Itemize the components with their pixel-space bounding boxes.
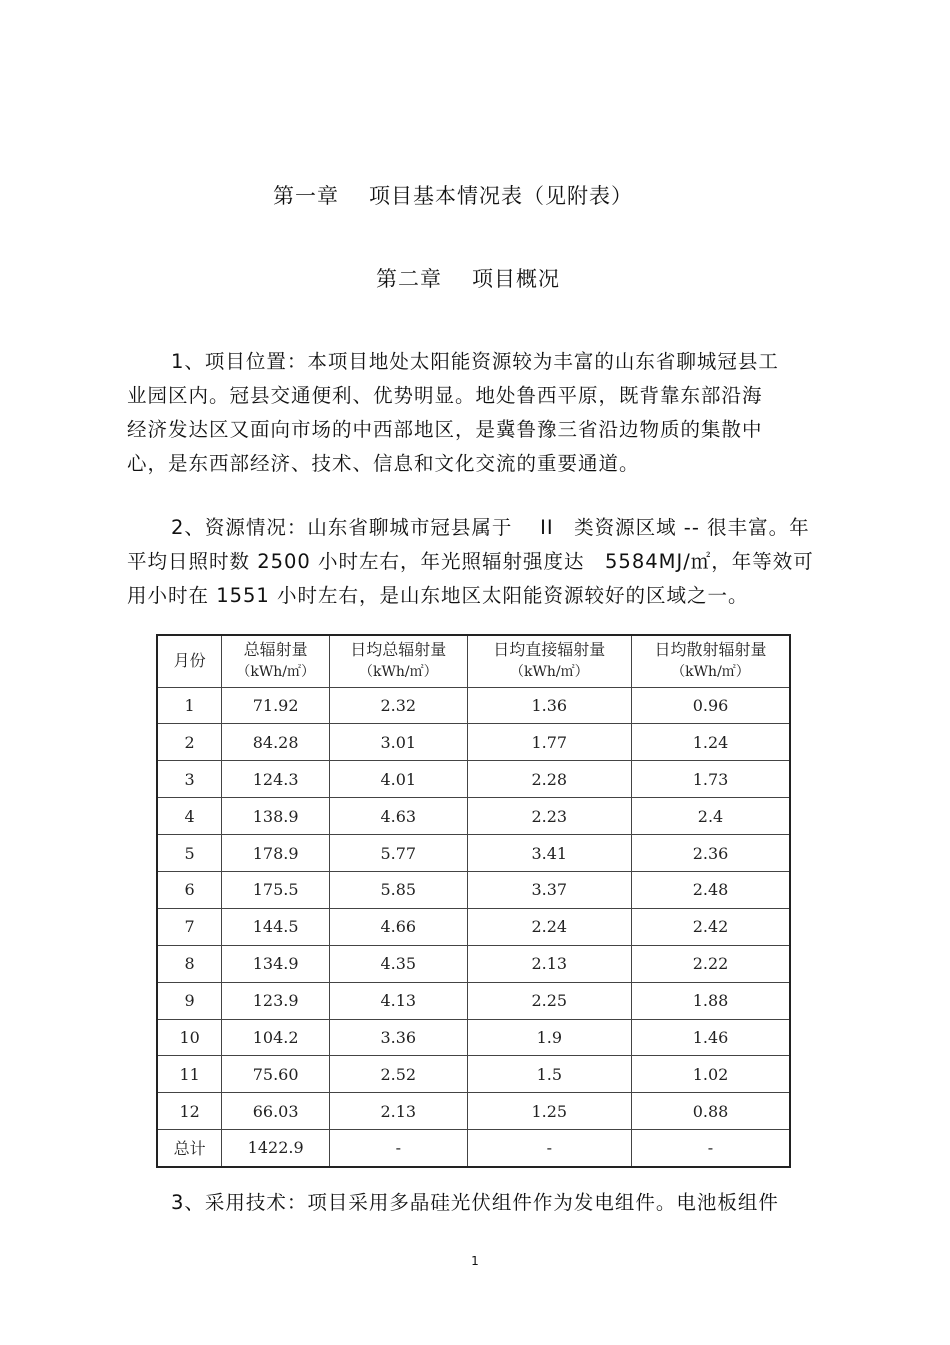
table-cell: 178.9 xyxy=(222,835,330,872)
table-cell: 9 xyxy=(157,982,222,1019)
table-cell: 4.01 xyxy=(330,761,468,798)
table-row xyxy=(157,982,790,1019)
table-cell: 1.73 xyxy=(632,761,791,798)
chapter-1-label: 第一章 xyxy=(273,184,339,208)
paragraph-line: 业园区内。冠县交通便利、优势明显。地处鲁西平原，既背靠东部沿海 xyxy=(127,384,763,407)
table-cell: 2.24 xyxy=(467,908,631,945)
table-cell: 66.03 xyxy=(222,1093,330,1130)
header-total-radiation: 总辐射量 （kWh/㎡） xyxy=(222,635,330,687)
table-cell: 4.35 xyxy=(330,945,468,982)
table-cell: 4.63 xyxy=(330,798,468,835)
table-cell: - xyxy=(330,1130,468,1167)
table-row xyxy=(157,798,790,835)
paragraph-line: 用小时在 1551 小时左右，是山东地区太阳能资源较好的区域之一。 xyxy=(127,584,749,607)
table-cell: 2.23 xyxy=(467,798,631,835)
header-daily-diffuse: 日均散射辐射量 （kWh/㎡） xyxy=(632,635,791,687)
table-cell: 7 xyxy=(157,908,222,945)
table-cell: 1.5 xyxy=(467,1056,631,1093)
table-header-row xyxy=(157,635,790,687)
table-row xyxy=(157,687,790,724)
paragraph-line: 2、资源情况：山东省聊城市冠县属于 II 类资源区域 -- 很丰富。年 xyxy=(171,516,810,539)
header-daily-total: 日均总辐射量 （kWh/㎡） xyxy=(330,635,468,687)
table-cell: 11 xyxy=(157,1056,222,1093)
table-cell: - xyxy=(632,1130,791,1167)
table-cell: - xyxy=(467,1130,631,1167)
table-cell: 3.41 xyxy=(467,835,631,872)
chapter-1-heading xyxy=(0,180,950,210)
table-cell: 124.3 xyxy=(222,761,330,798)
paragraph-location xyxy=(127,345,827,481)
table-cell: 104.2 xyxy=(222,1019,330,1056)
page-number: 1 xyxy=(471,1254,479,1268)
paragraph-resources xyxy=(127,511,827,613)
table-cell: 1.02 xyxy=(632,1056,791,1093)
table-cell: 1.36 xyxy=(467,687,631,724)
table-cell: 1.25 xyxy=(467,1093,631,1130)
table-cell: 2.36 xyxy=(632,835,791,872)
header-month: 月份 xyxy=(157,635,222,687)
table-cell: 2.32 xyxy=(330,687,468,724)
chapter-1-title: 项目基本情况表（见附表） xyxy=(369,184,633,208)
table-cell: 3.37 xyxy=(467,871,631,908)
table-row xyxy=(157,1019,790,1056)
table-cell: 144.5 xyxy=(222,908,330,945)
table-cell: 2.25 xyxy=(467,982,631,1019)
table-cell: 2.13 xyxy=(467,945,631,982)
table-cell: 138.9 xyxy=(222,798,330,835)
table-cell: 1.77 xyxy=(467,724,631,761)
paragraph-line: 平均日照时数 2500 小时左右，年光照辐射强度达 5584MJ/㎡，年等效可 xyxy=(127,550,814,573)
table-row xyxy=(157,724,790,761)
chapter-2-heading xyxy=(0,263,950,293)
chapter-2-title: 项目概况 xyxy=(472,267,560,291)
paragraph-line: 心，是东西部经济、技术、信息和文化交流的重要通道。 xyxy=(127,452,640,475)
table-row xyxy=(157,1130,790,1167)
table-cell: 2.13 xyxy=(330,1093,468,1130)
table-cell: 1 xyxy=(157,687,222,724)
table-cell: 2.42 xyxy=(632,908,791,945)
table-cell: 5.85 xyxy=(330,871,468,908)
header-daily-direct: 日均直接辐射量 （kWh/㎡） xyxy=(467,635,631,687)
table-cell: 0.88 xyxy=(632,1093,791,1130)
table-cell: 1422.9 xyxy=(222,1130,330,1167)
paragraph-line: 1、项目位置：本项目地处太阳能资源较为丰富的山东省聊城冠县工 xyxy=(171,350,779,373)
table-cell: 5.77 xyxy=(330,835,468,872)
paragraph-technology xyxy=(127,1186,827,1220)
radiation-table xyxy=(156,634,791,1168)
table-row xyxy=(157,761,790,798)
table-cell: 2 xyxy=(157,724,222,761)
table-cell: 123.9 xyxy=(222,982,330,1019)
paragraph-line: 3、采用技术：项目采用多晶硅光伏组件作为发电组件。电池板组件 xyxy=(171,1191,779,1214)
table-cell: 3.01 xyxy=(330,724,468,761)
table-row xyxy=(157,871,790,908)
table-cell: 2.48 xyxy=(632,871,791,908)
table-cell: 1.88 xyxy=(632,982,791,1019)
table-cell: 71.92 xyxy=(222,687,330,724)
table-cell: 2.28 xyxy=(467,761,631,798)
table-cell: 5 xyxy=(157,835,222,872)
table-cell: 4.13 xyxy=(330,982,468,1019)
table-cell: 2.52 xyxy=(330,1056,468,1093)
table-cell: 3.36 xyxy=(330,1019,468,1056)
table-cell: 总计 xyxy=(157,1130,222,1167)
table-cell: 3 xyxy=(157,761,222,798)
paragraph-line: 经济发达区又面向市场的中西部地区，是冀鲁豫三省沿边物质的集散中 xyxy=(127,418,763,441)
table-row xyxy=(157,835,790,872)
table-cell: 10 xyxy=(157,1019,222,1056)
table-cell: 134.9 xyxy=(222,945,330,982)
table-cell: 4 xyxy=(157,798,222,835)
table-cell: 75.60 xyxy=(222,1056,330,1093)
table-cell: 12 xyxy=(157,1093,222,1130)
table-cell: 8 xyxy=(157,945,222,982)
table-cell: 4.66 xyxy=(330,908,468,945)
table-cell: 84.28 xyxy=(222,724,330,761)
table-row xyxy=(157,1056,790,1093)
table-row xyxy=(157,945,790,982)
table-cell: 6 xyxy=(157,871,222,908)
chapter-2-label: 第二章 xyxy=(376,267,442,291)
table-cell: 1.46 xyxy=(632,1019,791,1056)
table-row xyxy=(157,1093,790,1130)
table-row xyxy=(157,908,790,945)
table-cell: 2.22 xyxy=(632,945,791,982)
table-cell: 1.9 xyxy=(467,1019,631,1056)
table-cell: 175.5 xyxy=(222,871,330,908)
table-cell: 1.24 xyxy=(632,724,791,761)
table-cell: 0.96 xyxy=(632,687,791,724)
table-cell: 2.4 xyxy=(632,798,791,835)
